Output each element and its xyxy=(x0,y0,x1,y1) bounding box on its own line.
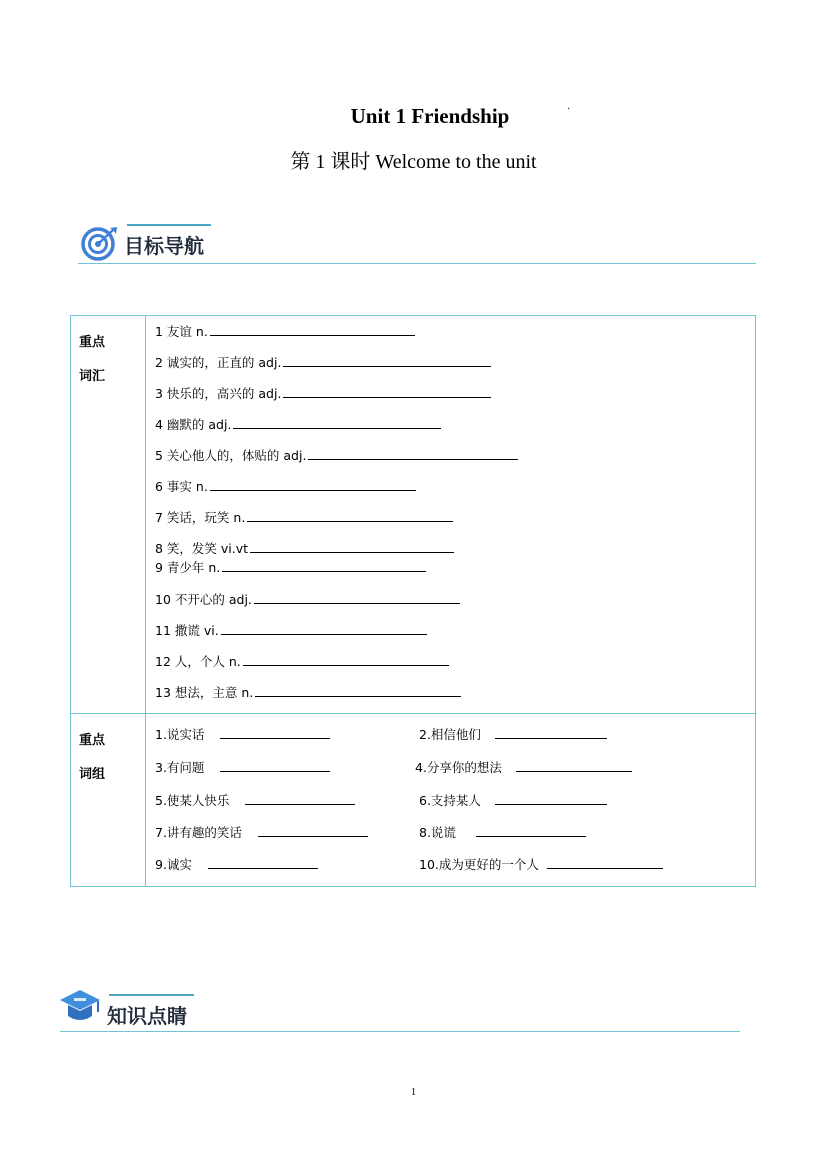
phrase-label-line1: 重点 xyxy=(79,733,106,748)
phrase-item-3: 3.有问题 xyxy=(155,758,330,776)
phrase-item-6: 6.支持某人 xyxy=(419,791,607,809)
vocab-item-12: 12 人，个人 n. xyxy=(155,652,449,670)
phrase-item-9: 9.诚实 xyxy=(155,855,318,873)
phrase-item-7: 7.讲有趣的笑话 xyxy=(155,823,368,841)
section-top-rule xyxy=(127,224,211,226)
answer-blank[interactable] xyxy=(233,416,441,429)
answer-blank[interactable] xyxy=(247,509,453,522)
section-bottom-rule xyxy=(60,1031,740,1032)
lesson-subtitle: 第 1 课时 Welcome to the unit xyxy=(290,151,537,173)
stray-dot: · xyxy=(567,104,571,115)
answer-blank[interactable] xyxy=(308,447,518,460)
phrase-item-10: 10.成为更好的一个人 xyxy=(419,855,663,873)
answer-blank[interactable] xyxy=(255,684,461,697)
page-number: 1 xyxy=(411,1087,416,1098)
answer-blank[interactable] xyxy=(476,824,586,837)
vocab-label-cell xyxy=(71,316,146,714)
answer-blank[interactable] xyxy=(222,559,426,572)
vocab-item-4: 4 幽默的 adj. xyxy=(155,415,441,433)
goals-heading: 目标导航 xyxy=(124,234,204,258)
vocab-item-11: 11 撒谎 vi. xyxy=(155,621,427,639)
vocab-item-13: 13 想法，主意 n. xyxy=(155,683,461,701)
vocab-cell xyxy=(146,316,756,714)
phrase-item-2: 2.相信他们 xyxy=(419,725,607,743)
answer-blank[interactable] xyxy=(220,759,330,772)
section-top-rule xyxy=(109,994,194,996)
phrase-cell xyxy=(146,714,756,887)
table-row xyxy=(71,714,756,887)
vocab-item-10: 10 不开心的 adj. xyxy=(155,590,460,608)
vocab-phrase-table xyxy=(70,315,756,887)
answer-blank[interactable] xyxy=(547,856,663,869)
phrase-item-1: 1.说实话 xyxy=(155,725,330,743)
target-icon xyxy=(80,226,118,262)
answer-blank[interactable] xyxy=(220,726,330,739)
phrase-item-5: 5.使某人快乐 xyxy=(155,791,355,809)
answer-blank[interactable] xyxy=(208,856,318,869)
vocab-item-6: 6 事实 n. xyxy=(155,477,416,495)
answer-blank[interactable] xyxy=(243,653,449,666)
answer-blank[interactable] xyxy=(283,385,491,398)
answer-blank[interactable] xyxy=(221,622,427,635)
answer-blank[interactable] xyxy=(516,759,632,772)
phrase-label-cell xyxy=(71,714,146,887)
vocab-item-5: 5 关心他人的，体贴的 adj. xyxy=(155,446,518,464)
table-row xyxy=(71,316,756,714)
answer-blank[interactable] xyxy=(210,323,415,336)
graduation-cap-icon xyxy=(58,988,102,1028)
answer-blank[interactable] xyxy=(245,792,355,805)
answer-blank[interactable] xyxy=(210,478,416,491)
vocab-item-8: 8 笑，发笑 vi.vt xyxy=(155,539,454,557)
answer-blank[interactable] xyxy=(254,591,460,604)
vocab-item-7: 7 笑话，玩笑 n. xyxy=(155,508,453,526)
vocab-item-2: 2 诚实的，正直的 adj. xyxy=(155,353,491,371)
vocab-item-3: 3 快乐的，高兴的 adj. xyxy=(155,384,491,402)
page-title: Unit 1 Friendship xyxy=(350,104,510,128)
phrase-item-4: 4.分享你的想法 xyxy=(415,758,632,776)
phrase-item-8: 8.说谎 xyxy=(419,823,586,841)
vocab-item-1: 1 友谊 n. xyxy=(155,322,415,340)
answer-blank[interactable] xyxy=(283,354,491,367)
vocab-item-9: 9 青少年 n. xyxy=(155,558,426,576)
answer-blank[interactable] xyxy=(258,824,368,837)
section-bottom-rule xyxy=(78,263,756,264)
vocab-label-line1: 重点 xyxy=(79,335,106,350)
answer-blank[interactable] xyxy=(250,540,454,553)
answer-blank[interactable] xyxy=(495,792,607,805)
answer-blank[interactable] xyxy=(495,726,607,739)
knowledge-heading: 知识点睛 xyxy=(107,1004,187,1028)
phrase-label-line2: 词组 xyxy=(79,767,106,782)
vocab-label-line2: 词汇 xyxy=(79,369,106,384)
